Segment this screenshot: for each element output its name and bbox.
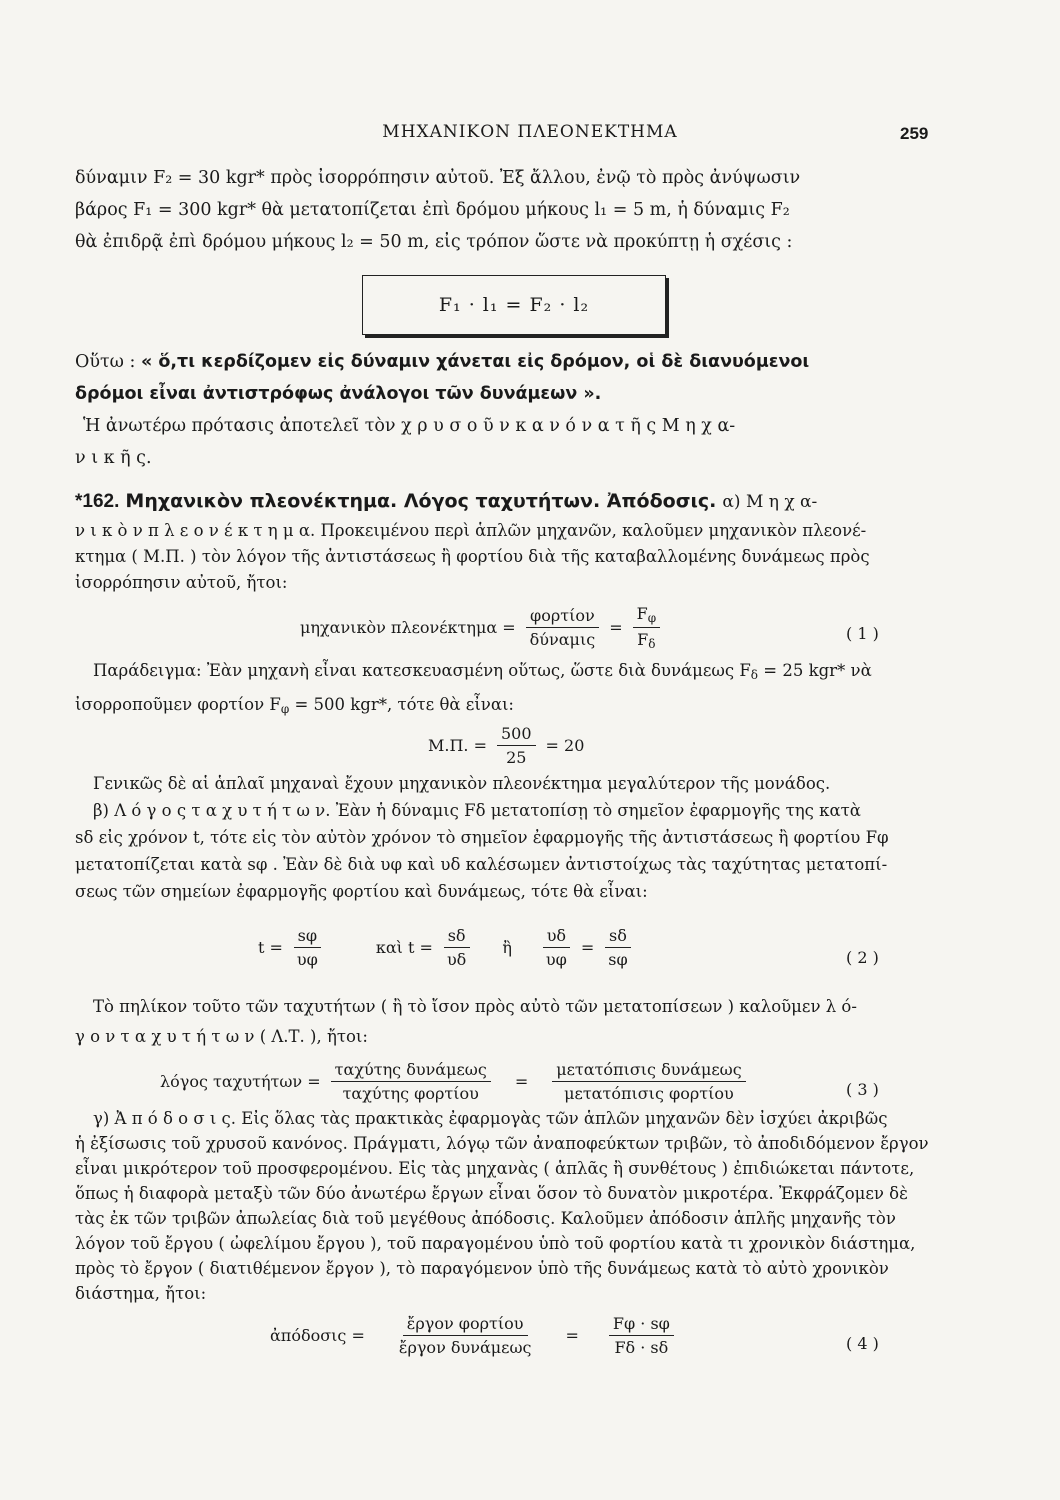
eq3-fraction-2 — [552, 1060, 745, 1103]
text-line: ὅπως ἡ διαφορὰ μεταξὺ τῶν δύο ἀνωτέρω ἔργων εἶναι ὅσον τὸ δυνατὸν μικροτέρα. Ἐκφράζομεν δὲ — [75, 1184, 908, 1203]
text-line: σεως τῶν σημείων ἐφαρμογῆς φορτίου καὶ δυνάμεως, τότε θὰ εἶναι: — [75, 882, 648, 901]
text-line: Παράδειγμα: Ἐὰν μηχανὴ εἶναι κατεσκευασμένη οὕτως, ὥστε διὰ δυνάμεως F — [93, 661, 751, 680]
text-line: ἡ ἐξίσωσις τοῦ χρυσοῦ κανόνος. Πράγματι, λόγῳ τῶν ἀναποφεύκτων τριβῶν, τὸ ἀποδιδόμενον ἔργον — [75, 1134, 929, 1153]
section-heading — [75, 490, 817, 513]
eq2-f1-num: sφ — [294, 926, 321, 948]
equation-2-label: ( 2 ) — [846, 948, 879, 967]
ratio-definition-paragraph — [75, 992, 935, 1052]
text-line: Τὸ πηλίκον τοῦτο τῶν ταχυτήτων ( ἢ τὸ ἴσον πρὸς αὐτὸ τῶν μετατοπίσεων ) καλοῦμεν λ ό- — [93, 997, 857, 1016]
golden-rule-equation: F₁ · l₁ = F₂ · l₂ — [362, 275, 666, 335]
text-line: γ) Ἀ π ό δ ο σ ι ς. Εἰς ὅλας τὰς πρακτικὰς ἐφαρμογὰς τῶν ἁπλῶν μηχανῶν δὲν ἰσχύει ἀκριβῶς — [93, 1109, 888, 1128]
velocity-ratio-paragraph — [75, 770, 935, 905]
rule-quote-line: δρόμοι εἶναι ἀντιστρόφως ἀνάλογοι τῶν δυνάμεων ». — [75, 384, 602, 404]
eq4-num: ἔργον φορτίου — [403, 1314, 528, 1336]
golden-rule-statement — [75, 346, 935, 474]
text-line: διάστημα, ἤτοι: — [75, 1284, 207, 1303]
eq4-fraction-1 — [395, 1314, 536, 1357]
example-sub-phi: φ — [280, 702, 290, 716]
eq3-lhs: λόγος ταχυτήτων = — [160, 1072, 321, 1091]
eq2-fraction-4 — [604, 926, 631, 969]
eq2-kai: καὶ t = — [375, 938, 433, 957]
eq4-den: ἔργον δυνάμεως — [398, 1338, 532, 1357]
text-line: βάρος F₁ = 300 kgr* θὰ μετατοπίζεται ἐπὶ δρόμου μήκους l₁ = 5 m, ἡ δύναμις F₂ — [75, 200, 790, 220]
eq1-lhs: μηχανικὸν πλεονέκτημα = — [300, 618, 516, 637]
example-sub-delta: δ — [750, 668, 759, 682]
eq1-sub-phi: φ — [647, 611, 657, 625]
intro-paragraph — [75, 162, 935, 258]
eq2-fraction-2 — [443, 926, 470, 969]
text-line: λόγον τοῦ ἔργου ( ὠφελίμου ἔργου ), τοῦ παραγομένου ὑπὸ τοῦ φορτίου κατὰ τι χρονικὸν διάστημα, — [75, 1234, 916, 1253]
eq4-fraction-2 — [609, 1314, 674, 1357]
eq2-f4-num: sδ — [605, 926, 631, 948]
text-line: ἰσορρόπησιν αὐτοῦ, ἤτοι: — [75, 573, 288, 592]
eq3-fraction-1 — [331, 1060, 491, 1103]
equation-4 — [270, 1314, 684, 1357]
eq1-fraction — [526, 606, 600, 649]
section-number: *162. — [75, 491, 120, 512]
equation-1-label: ( 1 ) — [846, 624, 879, 643]
text-line: Γενικῶς δὲ αἱ ἁπλαῖ μηχαναὶ ἔχουν μηχανικὸν πλεονέκτημα μεγαλύτερον τῆς μονάδος. — [93, 774, 831, 793]
rule-quote-line: « ὅ,τι κερδίζομεν εἰς δύναμιν χάνεται εἰς δρόμον, οἱ δὲ διανυόμενοι — [140, 352, 810, 372]
text-line: μετατοπίζεται κατὰ sφ . Ἐὰν δὲ διὰ υφ καὶ υδ καλέσωμεν ἀντιστοίχως τὰς ταχύτητας μετατοπί- — [75, 855, 888, 874]
eq2-f2-num: sδ — [444, 926, 470, 948]
eq3-num2: μετατόπισις δυνάμεως — [552, 1060, 745, 1082]
eq2-f3-den: υφ — [545, 950, 567, 969]
text-line-tail: = 25 kgr* νὰ — [763, 661, 872, 680]
text-line-tail: = 500 kgr*, τότε θὰ εἶναι: — [294, 695, 514, 714]
running-header: ΜΗΧΑΝΙΚΟΝ ΠΛΕΟΝΕΚΤΗΜΑ — [382, 122, 678, 142]
equation-3-label: ( 3 ) — [846, 1080, 879, 1099]
eq3-equals: = — [514, 1072, 529, 1091]
equation-1 — [300, 604, 670, 651]
equation-4-label: ( 4 ) — [846, 1334, 879, 1353]
eq2-f4-den: sφ — [608, 950, 628, 969]
section-title: Μηχανικὸν πλεονέκτημα. Λόγος ταχυτήτων. Ἀπόδοσις. — [125, 490, 717, 512]
efficiency-paragraph — [75, 1106, 935, 1306]
text-line: κτημα ( Μ.Π. ) τὸν λόγον τῆς ἀντιστάσεως ἢ φορτίου διὰ τῆς καταβαλλομένης δυνάμεως πρὸς — [75, 547, 870, 566]
text-line: θὰ ἐπιδρᾷ ἐπὶ δρόμου μήκους l₂ = 50 m, εἰς τρόπον ὥστε νὰ προκύπτῃ ἡ σχέσις : — [75, 232, 793, 252]
equation-3 — [160, 1060, 756, 1103]
eq1-f-delta: F — [637, 630, 649, 649]
eq2-fraction-1 — [293, 926, 322, 969]
eq2-fraction-3 — [542, 926, 571, 969]
mp-numerator: 500 — [497, 724, 536, 746]
eq1-numerator: φορτίον — [526, 606, 599, 628]
mp-example-equation — [428, 724, 584, 767]
text-line: ν ι κ ῆ ς. — [75, 448, 152, 468]
mp-result: = 20 — [545, 736, 585, 755]
eq4-lhs: ἀπόδοσις = — [270, 1326, 365, 1345]
mp-fraction — [497, 724, 536, 767]
mechanical-advantage-paragraph — [75, 518, 935, 596]
subhead-a: α) Μ η χ α- — [722, 492, 818, 512]
eq3-den2: μετατόπισις φορτίου — [564, 1084, 734, 1103]
page-number: 259 — [900, 124, 929, 143]
text-line: sδ εἰς χρόνον t, τότε εἰς τὸν αὐτὸν χρόνον τὸ σημεῖον ἐφαρμογῆς τῆς ἀντιστάσεως ἢ φορτίου Fφ — [75, 828, 889, 847]
text-line: γ ο ν τ α χ υ τ ή τ ω ν ( Λ.Τ. ), ἤτοι: — [75, 1027, 368, 1046]
eq2-f2-den: υδ — [446, 950, 467, 969]
eq2-f3-num: υδ — [543, 926, 570, 948]
eq3-den: ταχύτης φορτίου — [342, 1084, 479, 1103]
eq1-f-phi: F — [636, 604, 648, 623]
mp-denominator: 25 — [506, 748, 527, 767]
eq2-equals: = — [580, 938, 595, 957]
text-line: τὰς ἐκ τῶν τριβῶν ἀπωλείας διὰ τοῦ μεγέθους ἀπόδοσις. Καλοῦμεν ἀπόδοσιν ἁπλῆς μηχανῆς τὸν — [75, 1209, 896, 1228]
text-line: πρὸς τὸ ἔργον ( διατιθέμενον ἔργον ), τὸ παραγόμενον ὑπὸ τῆς δυνάμεως κατὰ τὸ αὐτὸ χρονικὸν — [75, 1259, 889, 1278]
text-line: ἰσορροποῦμεν φορτίον F — [75, 695, 281, 714]
eq1-denominator: δύναμις — [529, 630, 596, 649]
eq2-t: t = — [258, 938, 283, 957]
text-line: ν ι κ ὸ ν π λ ε ο ν έ κ τ η μ α. Προκειμένου περὶ ἁπλῶν μηχανῶν, καλοῦμεν μηχανικὸν πλεονέ- — [75, 521, 867, 540]
eq4-den2: Fδ · sδ — [614, 1338, 669, 1357]
equation-2 — [258, 926, 642, 969]
eq3-num: ταχύτης δυνάμεως — [331, 1060, 491, 1082]
eq2-f1-den: υφ — [296, 950, 318, 969]
text-line: β) Λ ό γ ο ς τ α χ υ τ ή τ ω ν. Ἐὰν ἡ δύναμις Fδ μετατοπίσῃ τὸ σημεῖον ἐφαρμογῆς της κατὰ — [93, 801, 861, 820]
text-line: δύναμιν F₂ = 30 kgr* πρὸς ἰσορρόπησιν αὐτοῦ. Ἐξ ἄλλου, ἐνῷ τὸ πρὸς ἀνύψωσιν — [75, 168, 801, 188]
eq2-or: ἢ — [502, 938, 512, 957]
example-paragraph — [75, 656, 935, 724]
eq4-num2: Fφ · sφ — [609, 1314, 674, 1336]
eq1-fraction-2 — [633, 604, 661, 651]
eq1-equals: = — [609, 618, 623, 637]
text-line: εἶναι μικρότερον τοῦ προσφερομένου. Εἰς τὰς μηχανὰς ( ἁπλᾶς ἢ συνθέτους ) ἐπιδιώκεται πάντοτε, — [75, 1159, 915, 1178]
text-line: Ἡ ἀνωτέρω πρότασις ἀποτελεῖ τὸν χ ρ υ σ ο ῦ ν κ α ν ό ν α τ ῆ ς Μ η χ α- — [83, 416, 736, 436]
eq4-equals: = — [565, 1326, 579, 1345]
mp-lhs: Μ.Π. = — [428, 736, 487, 755]
rule-prefix: Οὕτω : — [75, 352, 136, 372]
eq1-sub-delta: δ — [648, 637, 656, 651]
